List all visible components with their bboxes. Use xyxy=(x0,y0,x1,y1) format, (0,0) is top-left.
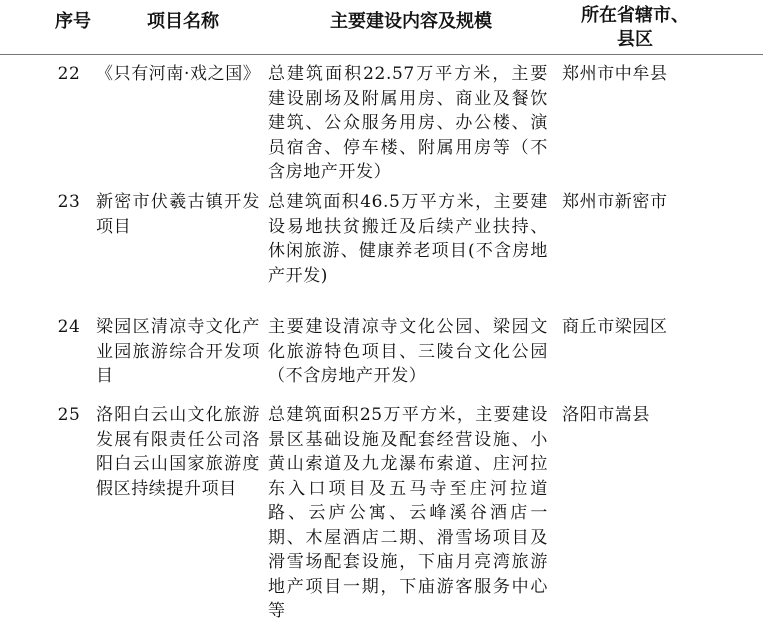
header-location-line1: 所在省辖市、 xyxy=(581,5,689,26)
row-serial-number: 25 xyxy=(57,405,81,425)
row-construction-content: 总建筑面积22.57万平方米，主要建设剧场及附属用房、商业及餐饮建筑、公众服务用房、办公楼、演员宿舍、停车楼、附属用房等（不含房地产开发） xyxy=(268,64,548,182)
row-project-name: 《只有河南·戏之国》 xyxy=(96,64,261,84)
row-serial-number: 24 xyxy=(57,317,81,337)
header-location xyxy=(560,4,710,52)
row-location: 商丘市梁园区 xyxy=(562,317,668,337)
row-serial-number: 22 xyxy=(57,64,81,84)
header-location-line2: 县区 xyxy=(617,29,653,50)
header-construction-content: 主要建设内容及规模 xyxy=(330,11,492,32)
table-header xyxy=(0,4,763,55)
row-serial-number: 23 xyxy=(57,192,81,212)
row-construction-content: 主要建设清凉寺文化公园、梁园文化旅游特色项目、三陵台文化公园（不含房地产开发） xyxy=(268,317,548,386)
row-project-name: 梁园区清凉寺文化产业园旅游综合开发项目 xyxy=(96,317,260,386)
row-location: 洛阳市嵩县 xyxy=(562,405,650,425)
header-project-name: 项目名称 xyxy=(147,11,219,32)
row-location: 郑州市中牟县 xyxy=(562,64,668,84)
row-project-name: 新密市伏羲古镇开发项目 xyxy=(96,192,260,237)
row-construction-content: 总建筑面积25万平方米，主要建设景区基础设施及配套经营设施、小黄山索道及九龙瀑布索道、庄河拉东入口项目及五马寺至庄河拉道路、云庐公寓、云峰溪谷酒店一期、木屋酒店二期、滑雪场项目及滑雪场配套设施，下庙月亮湾旅游地产项目一期，下庙游客服务中心等 xyxy=(268,405,548,621)
row-construction-content: 总建筑面积46.5万平方米，主要建设易地扶贫搬迁及后续产业扶持、休闲旅游、健康养老项目(不含房地产开发) xyxy=(268,192,548,286)
header-serial-number: 序号 xyxy=(55,11,91,32)
row-project-name: 洛阳白云山文化旅游发展有限责任公司洛阳白云山国家旅游度假区持续提升项目 xyxy=(96,405,260,499)
row-location: 郑州市新密市 xyxy=(562,192,668,212)
